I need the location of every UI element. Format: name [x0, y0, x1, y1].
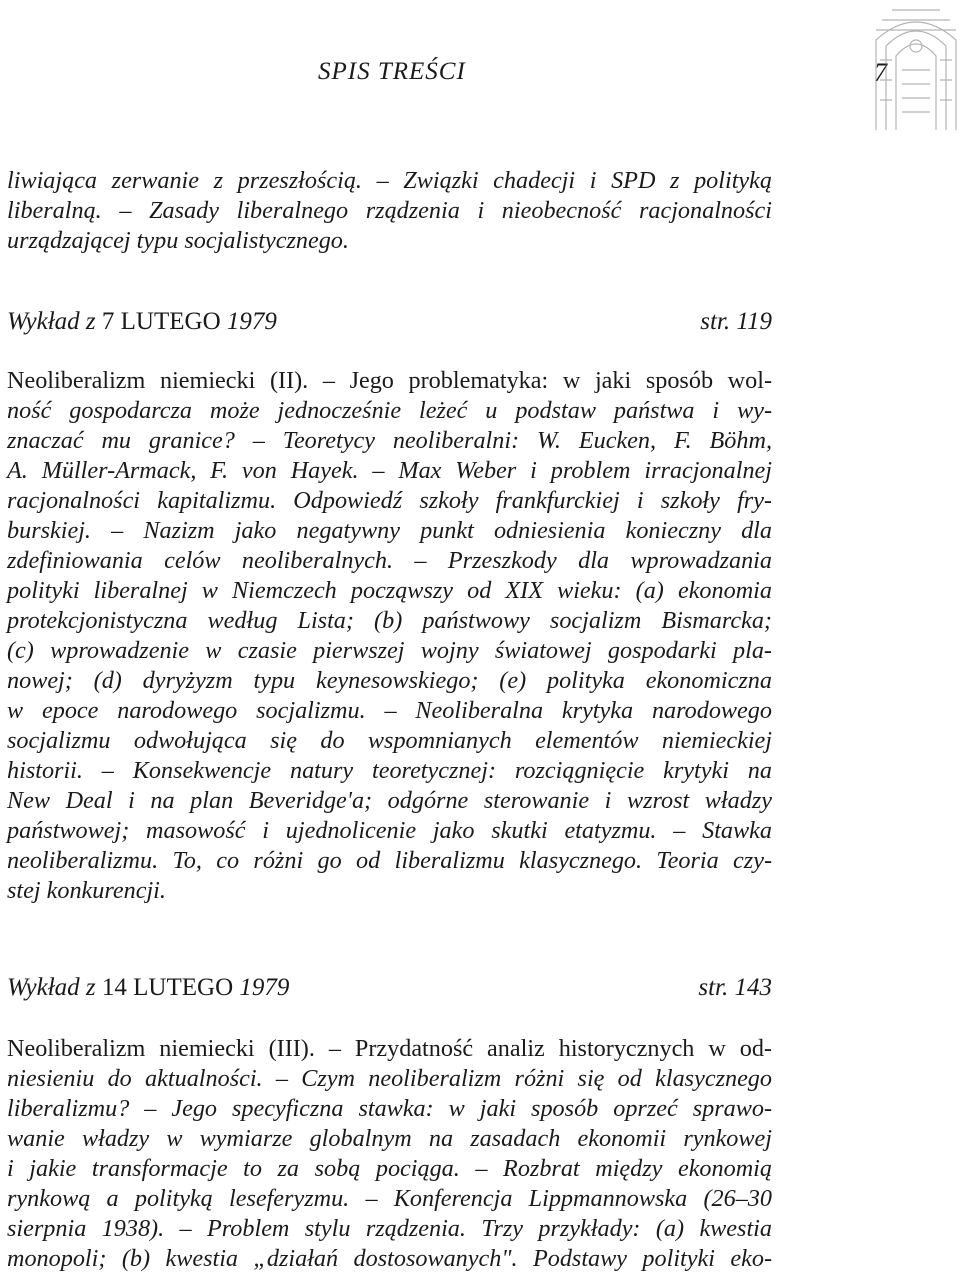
- text-line: urządzającej typu socjalistycznego.: [7, 227, 349, 254]
- ornament-emblem-icon: [872, 0, 960, 132]
- lecture-page-ref: str. 143: [698, 974, 772, 1001]
- lecture-date: 7 LUTEGO: [101, 308, 221, 335]
- lecture-heading-label: [7, 974, 289, 1002]
- lecture-year: 1979: [226, 308, 277, 335]
- text-line: historii. – Konsekwencje natury teoretycznej: rozciągnięcie krytyki na: [7, 757, 772, 784]
- text-line: zdefiniowania celów neoliberalnych. – Przeszkody dla wprowadzania: [7, 547, 772, 574]
- text-line: (c) wprowadzenie w czasie pierwszej wojny światowej gospodarki pla-: [7, 637, 772, 664]
- text-line: ność gospodarcza może jednocześnie leżeć u podstaw państwa i wy-: [7, 397, 772, 424]
- lecture-heading-7-february: [7, 308, 772, 340]
- lecture-prefix: Wykład z: [7, 308, 96, 335]
- lecture-date: 14 LUTEGO: [101, 974, 234, 1001]
- text-line: polityki liberalnej w Niemczech począwszy od XIX wieku: (a) ekonomia: [7, 577, 772, 604]
- text-line: protekcjonistyczna według Lista; (b) państwowy socjalizm Bismarcka;: [7, 607, 772, 634]
- text-line: wanie władzy w wymiarze globalnym na zasadach ekonomii rynkowej: [7, 1125, 772, 1152]
- text-line: Neoliberalizm niemiecki (III). – Przydatność analiz historycznych w od-: [7, 1035, 772, 1062]
- text-line: New Deal i na plan Beveridge'a; odgórne sterowanie i wzrost władzy: [7, 787, 772, 814]
- text-line: w epoce narodowego socjalizmu. – Neoliberalna krytyka narodowego: [7, 697, 772, 724]
- text-line: A. Müller-Armack, F. von Hayek. – Max Weber i problem irracjonalnej: [7, 457, 772, 484]
- text-line: liberalizmu? – Jego specyficzna stawka: w jaki sposób oprzeć sprawo-: [7, 1095, 772, 1122]
- text-line: socjalizmu odwołująca się do wspomnianych elementów niemieckiej: [7, 727, 772, 754]
- text-line: znaczać mu granice? – Teoretycy neoliberalni: W. Eucken, F. Böhm,: [7, 427, 772, 454]
- text-line: racjonalności kapitalizmu. Odpowiedź szkoły frankfurckiej i szkoły fry-: [7, 487, 772, 514]
- text-line: rynkową a polityką leseferyzmu. – Konferencja Lippmannowska (26–30: [7, 1185, 772, 1212]
- text-line: stej konkurencji.: [7, 877, 166, 904]
- intro-paragraph: [7, 166, 772, 256]
- text-line: niesieniu do aktualności. – Czym neoliberalizm różni się od klasycznego: [7, 1065, 772, 1092]
- running-head-title: SPIS TREŚCI: [318, 58, 466, 85]
- text-line: burskiej. – Nazizm jako negatywny punkt odniesienia konieczny dla: [7, 517, 772, 544]
- lecture-heading-label: [7, 308, 277, 336]
- page-number: 7: [874, 58, 887, 87]
- text-line: liberalną. – Zasady liberalnego rządzenia i nieobecność racjonalności: [7, 197, 772, 224]
- lecture-prefix: Wykład z: [7, 974, 96, 1001]
- text-line: państwowej; masowość i ujednolicenie jako skutki etatyzmu. – Stawka: [7, 817, 772, 844]
- text-line: liwiająca zerwanie z przeszłością. – Związki chadecji i SPD z polityką: [7, 167, 772, 194]
- text-line: Neoliberalizm niemiecki (II). – Jego problematyka: w jaki sposób wol-: [7, 367, 772, 394]
- text-line: nowej; (d) dyryżyzm typu keynesowskiego; (e) polityka ekonomiczna: [7, 667, 772, 694]
- text-line: neoliberalizmu. To, co różni go od liberalizmu klasycznego. Teoria czy-: [7, 847, 772, 874]
- running-head: [0, 58, 960, 98]
- lecture-heading-14-february: [7, 974, 772, 1006]
- lecture-7-summary: [7, 366, 772, 906]
- lecture-year: 1979: [239, 974, 290, 1001]
- text-line: sierpnia 1938). – Problem stylu rządzenia. Trzy przykłady: (a) kwestia: [7, 1215, 772, 1242]
- lecture-page-ref: str. 119: [700, 308, 772, 335]
- text-line: i jakie transformacje to za sobą pociąga. – Rozbrat między ekonomią: [7, 1155, 772, 1182]
- text-line: monopoli; (b) kwestia „działań dostosowanych". Podstawy polityki eko-: [7, 1245, 772, 1272]
- lecture-14-summary: [7, 1034, 772, 1274]
